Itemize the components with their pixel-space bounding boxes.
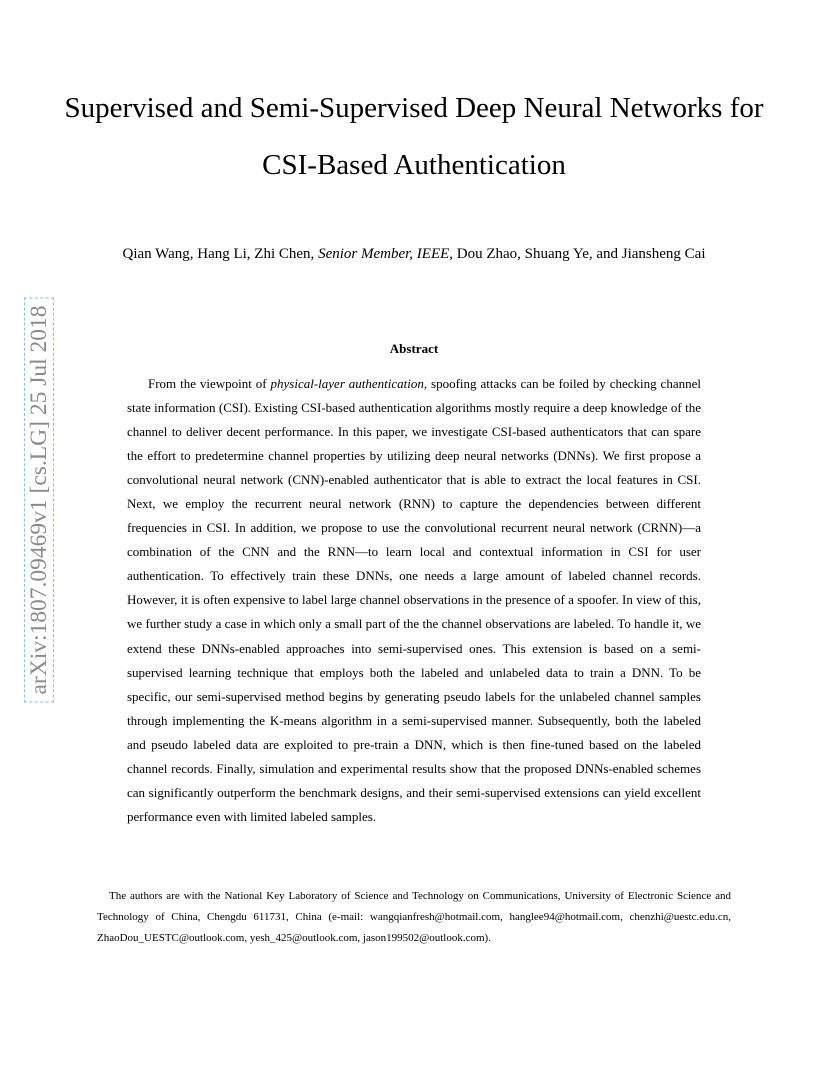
abstract-lead: From the viewpoint of xyxy=(148,376,271,391)
affiliation-footnote: The authors are with the National Key Laboratory of Science and Technology on Communications, University of Electronic Science and Technology of China, Chengdu 611731, China (e-mail: wangqianfresh@hotmail.com, hanglee94@hotmail.com, chenzhi@uestc.edu.cn, ZhaoDou_UESTC@outlook.com, yesh_425@outlook.com, jason199502@outlook.com). xyxy=(97,890,731,944)
authors-after: , Dou Zhao, Shuang Ye, and Jiansheng Cai xyxy=(449,246,706,262)
abstract-emphasis: physical-layer authentication xyxy=(270,376,424,391)
abstract-text xyxy=(127,372,701,829)
author-list xyxy=(40,244,788,264)
abstract-heading: Abstract xyxy=(389,341,439,356)
arxiv-identifier-stamp[interactable]: arXiv:1807.09469v1 [cs.LG] 25 Jul 2018 xyxy=(24,297,54,702)
paper-title: Supervised and Semi-Supervised Deep Neural Networks for CSI-Based Authentication xyxy=(64,92,764,181)
author-role: Senior Member, IEEE xyxy=(318,246,450,262)
authors-before: Qian Wang, Hang Li, Zhi Chen, xyxy=(122,246,319,262)
abstract-body: , spoofing attacks can be foiled by checking channel state information (CSI). Existing CSI-based authentication algorithms mostly require a deep knowledge of the channel to deliver decent performance. In this paper, we investigate CSI-based authenticators that can spare the effort to predetermine channel properties by utilizing deep neural networks (DNNs). We first propose a convolutional neural network (CNN)-enabled authenticator that is able to extract the local features in CSI. Next, we employ the recurrent neural network (RNN) to capture the dependencies between different frequencies in CSI. In addition, we propose to use the convolutional recurrent neural network (CRNN)—a combination of the CNN and the RNN—to learn local and contextual information in CSI for user authentication. To effectively train these DNNs, one needs a large amount of labeled channel records. However, it is often expensive to label large channel observations in the presence of a spoofer. In view of this, we further study a case in which only a small part of the the channel observations are labeled. To handle it, we extend these DNNs-enabled approaches into semi-supervised ones. This extension is based on a semi-supervised learning technique that employs both the labeled and unlabeled data to train a DNN. To be specific, our semi-supervised method begins by generating pseudo labels for the unlabeled channel samples through implementing the K-means algorithm in a semi-supervised manner. Subsequently, both the labeled and pseudo labeled data are exploited to pre-train a DNN, which is then fine-tuned based on the labeled channel records. Finally, simulation and experimental results show that the proposed DNNs-enabled schemes can significantly outperform the benchmark designs, and their semi-supervised extensions can yield excellent performance even with limited labeled samples. xyxy=(127,376,701,824)
